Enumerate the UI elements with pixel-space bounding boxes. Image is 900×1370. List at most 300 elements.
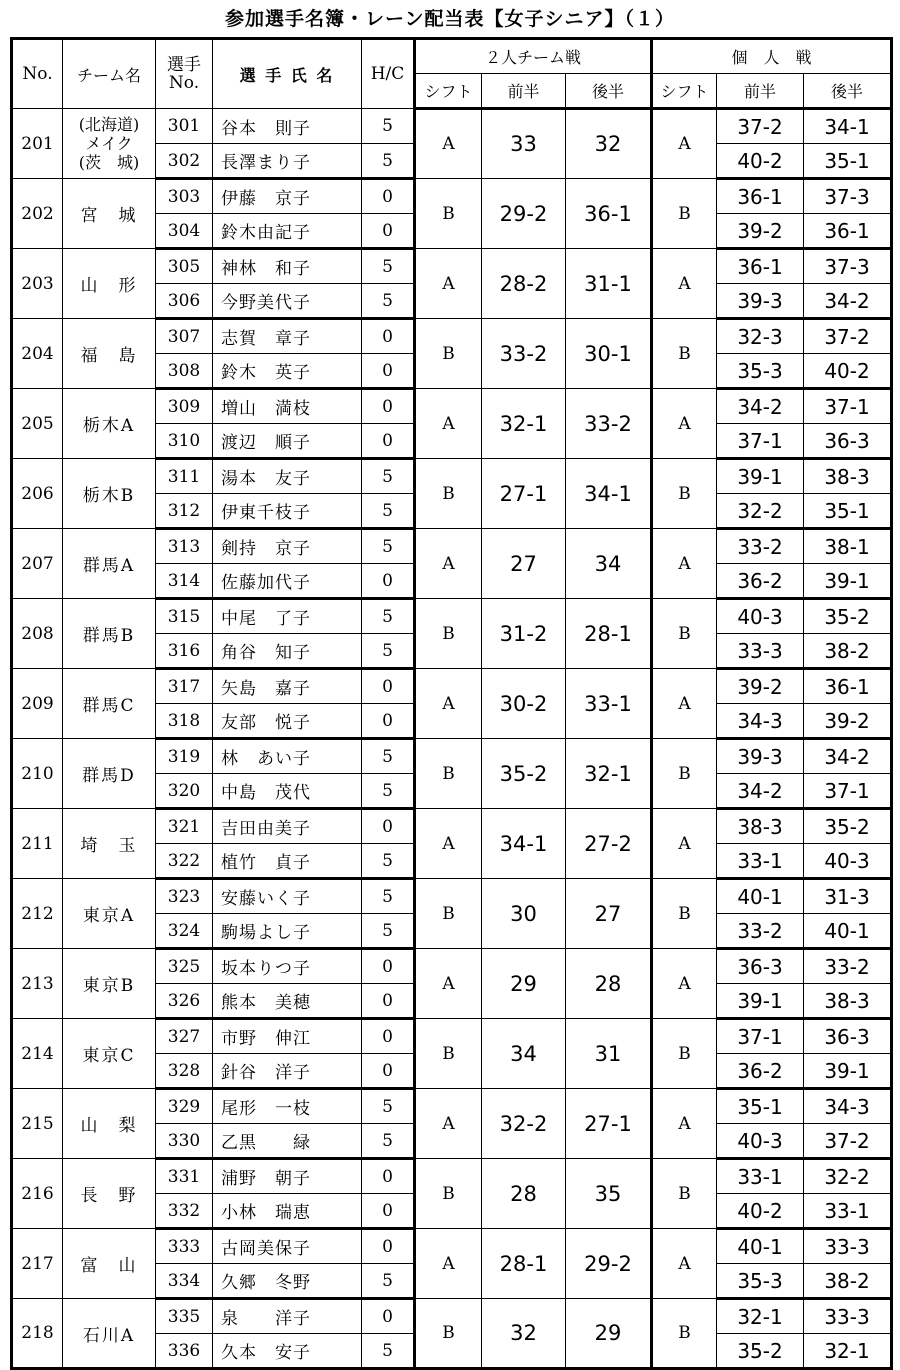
player-name: 神林 和子 [213,249,362,284]
team-number: 213 [12,949,63,1019]
individual-second-half: 35-1 [804,494,892,529]
individual-first-half: 33-2 [717,529,804,564]
individual-first-half: 35-3 [717,354,804,389]
header-individual: 個 人 戦 [652,39,892,74]
player-name: 湯本 友子 [213,459,362,494]
player-number: 306 [156,284,213,319]
player-name: 浦野 朝子 [213,1159,362,1194]
header-ind-first-half: 前半 [717,74,804,109]
individual-shift: A [652,809,717,879]
individual-shift: B [652,319,717,389]
team-battle-shift: B [415,879,482,949]
player-name: 久郷 冬野 [213,1264,362,1299]
player-number: 319 [156,739,213,774]
team-name: 山 梨 [63,1089,156,1159]
individual-first-half: 34-2 [717,389,804,424]
player-name: 剣持 京子 [213,529,362,564]
individual-first-half: 39-3 [717,284,804,319]
player-name: 長澤まり子 [213,144,362,179]
player-name: 坂本りつ子 [213,949,362,984]
individual-first-half: 40-3 [717,1124,804,1159]
individual-shift: A [652,109,717,179]
player-name: 中尾 了子 [213,599,362,634]
individual-first-half: 32-2 [717,494,804,529]
individual-first-half: 34-3 [717,704,804,739]
individual-first-half: 37-1 [717,424,804,459]
table-row [12,179,892,214]
team-battle-shift: A [415,669,482,739]
table-row [12,1299,892,1334]
player-name: 駒場よし子 [213,914,362,949]
table-row [12,109,892,144]
individual-shift: B [652,1159,717,1229]
player-hc: 0 [362,424,415,459]
individual-second-half: 37-3 [804,179,892,214]
player-name: 尾形 一枝 [213,1089,362,1124]
player-hc: 5 [362,774,415,809]
individual-first-half: 36-2 [717,564,804,599]
player-number: 325 [156,949,213,984]
player-name: 今野美代子 [213,284,362,319]
team-battle-second-half: 28-1 [566,599,652,669]
player-hc: 5 [362,844,415,879]
player-hc: 0 [362,949,415,984]
individual-second-half: 35-2 [804,599,892,634]
player-name: 熊本 美穂 [213,984,362,1019]
table-row [12,529,892,564]
team-battle-second-half: 36-1 [566,179,652,249]
team-name: 東京A [63,879,156,949]
team-battle-second-half: 30-1 [566,319,652,389]
team-number: 204 [12,319,63,389]
player-name: 針谷 洋子 [213,1054,362,1089]
player-hc: 0 [362,984,415,1019]
team-battle-first-half: 33-2 [482,319,566,389]
player-number: 305 [156,249,213,284]
team-name: 埼 玉 [63,809,156,879]
individual-first-half: 36-1 [717,179,804,214]
team-battle-first-half: 33 [482,109,566,179]
table-row [12,599,892,634]
player-hc: 0 [362,389,415,424]
team-name: 群馬B [63,599,156,669]
individual-first-half: 37-1 [717,1019,804,1054]
team-battle-first-half: 27-1 [482,459,566,529]
player-hc: 0 [362,669,415,704]
individual-second-half: 33-2 [804,949,892,984]
team-battle-second-half: 27 [566,879,652,949]
player-hc: 0 [362,214,415,249]
player-number: 322 [156,844,213,879]
individual-shift: A [652,249,717,319]
header-player-no-line2: No. [168,73,200,93]
individual-first-half: 32-3 [717,319,804,354]
individual-first-half: 35-1 [717,1089,804,1124]
individual-second-half: 40-2 [804,354,892,389]
player-hc: 5 [362,144,415,179]
header-no: No. [12,39,63,109]
player-number: 312 [156,494,213,529]
team-battle-shift: B [415,739,482,809]
individual-shift: B [652,1019,717,1089]
player-hc: 5 [362,284,415,319]
player-number: 310 [156,424,213,459]
team-battle-shift: B [415,459,482,529]
player-number: 320 [156,774,213,809]
team-battle-first-half: 30 [482,879,566,949]
player-name: 志賀 章子 [213,319,362,354]
team-name: 長 野 [63,1159,156,1229]
player-name: 渡辺 順子 [213,424,362,459]
individual-second-half: 39-2 [804,704,892,739]
team-battle-first-half: 32 [482,1299,566,1369]
table-row [12,1019,892,1054]
player-number: 321 [156,809,213,844]
player-hc: 5 [362,634,415,669]
individual-shift: A [652,669,717,739]
player-name: 友部 悦子 [213,704,362,739]
player-name: 安藤いく子 [213,879,362,914]
header-team-shift: シフト [415,74,482,109]
team-number: 203 [12,249,63,319]
player-number: 316 [156,634,213,669]
team-battle-first-half: 34 [482,1019,566,1089]
individual-shift: B [652,739,717,809]
player-number: 301 [156,109,213,144]
individual-first-half: 34-2 [717,774,804,809]
table-row [12,1089,892,1124]
team-number: 206 [12,459,63,529]
team-number: 212 [12,879,63,949]
individual-shift: B [652,879,717,949]
player-name: 佐藤加代子 [213,564,362,599]
player-number: 326 [156,984,213,1019]
header-team-second-half: 後半 [566,74,652,109]
team-name: 栃木B [63,459,156,529]
individual-first-half: 40-1 [717,1229,804,1264]
individual-second-half: 37-1 [804,389,892,424]
individual-second-half: 34-3 [804,1089,892,1124]
player-number: 314 [156,564,213,599]
team-name: 東京C [63,1019,156,1089]
table-row [12,879,892,914]
player-hc: 5 [362,109,415,144]
player-name: 植竹 貞子 [213,844,362,879]
team-number: 214 [12,1019,63,1089]
team-battle-second-half: 33-1 [566,669,652,739]
team-battle-second-half: 29 [566,1299,652,1369]
team-name-line: (北海道) [78,115,140,134]
player-name: 小林 瑞恵 [213,1194,362,1229]
header-player-no-line1: 選手 [167,55,201,75]
team-battle-shift: A [415,249,482,319]
individual-second-half: 37-2 [804,1124,892,1159]
player-number: 317 [156,669,213,704]
player-hc: 0 [362,354,415,389]
player-number: 309 [156,389,213,424]
individual-second-half: 37-1 [804,774,892,809]
table-row [12,669,892,704]
individual-shift: B [652,1299,717,1369]
team-battle-shift: A [415,389,482,459]
player-number: 331 [156,1159,213,1194]
team-battle-second-half: 27-1 [566,1089,652,1159]
player-name: 泉 洋子 [213,1299,362,1334]
individual-second-half: 38-3 [804,984,892,1019]
team-battle-second-half: 34-1 [566,459,652,529]
player-number: 313 [156,529,213,564]
individual-second-half: 36-1 [804,669,892,704]
team-battle-shift: B [415,1019,482,1089]
team-battle-first-half: 35-2 [482,739,566,809]
team-battle-first-half: 34-1 [482,809,566,879]
team-battle-shift: B [415,319,482,389]
player-number: 336 [156,1334,213,1369]
player-number: 315 [156,599,213,634]
player-hc: 5 [362,599,415,634]
player-name: 谷本 則子 [213,109,362,144]
individual-second-half: 33-1 [804,1194,892,1229]
individual-second-half: 34-2 [804,739,892,774]
individual-second-half: 37-3 [804,249,892,284]
team-name: 山 形 [63,249,156,319]
individual-second-half: 40-1 [804,914,892,949]
individual-second-half: 38-1 [804,529,892,564]
player-number: 332 [156,1194,213,1229]
team-battle-first-half: 28 [482,1159,566,1229]
table-row [12,1229,892,1264]
player-hc: 0 [362,564,415,599]
individual-second-half: 38-2 [804,634,892,669]
team-battle-shift: B [415,1299,482,1369]
individual-second-half: 33-3 [804,1299,892,1334]
table-row [12,319,892,354]
team-number: 202 [12,179,63,249]
player-number: 330 [156,1124,213,1159]
team-name: 富 山 [63,1229,156,1299]
individual-first-half: 36-1 [717,249,804,284]
individual-second-half: 39-1 [804,564,892,599]
team-name: 群馬C [63,669,156,739]
team-battle-first-half: 30-2 [482,669,566,739]
team-number: 207 [12,529,63,599]
player-hc: 5 [362,1089,415,1124]
individual-second-half: 35-2 [804,809,892,844]
player-hc: 0 [362,319,415,354]
team-battle-second-half: 29-2 [566,1229,652,1299]
player-name: 市野 伸江 [213,1019,362,1054]
player-hc: 0 [362,1229,415,1264]
table-row [12,249,892,284]
player-name: 乙黒 緑 [213,1124,362,1159]
player-hc: 5 [362,739,415,774]
individual-second-half: 36-3 [804,424,892,459]
player-name: 鈴木 英子 [213,354,362,389]
individual-first-half: 40-1 [717,879,804,914]
player-number: 302 [156,144,213,179]
player-name: 久本 安子 [213,1334,362,1369]
table-row [12,389,892,424]
player-hc: 5 [362,1334,415,1369]
individual-second-half: 31-3 [804,879,892,914]
player-hc: 5 [362,914,415,949]
team-battle-first-half: 32-2 [482,1089,566,1159]
individual-second-half: 33-3 [804,1229,892,1264]
player-number: 323 [156,879,213,914]
individual-shift: A [652,1229,717,1299]
page-title: 参加選手名簿・レーン配当表【女子シニア】（１） [224,8,676,30]
player-hc: 5 [362,459,415,494]
player-name: 増山 満枝 [213,389,362,424]
team-battle-first-half: 29-2 [482,179,566,249]
individual-first-half: 40-2 [717,1194,804,1229]
player-name: 伊東千枝子 [213,494,362,529]
player-hc: 0 [362,1054,415,1089]
team-battle-first-half: 28-1 [482,1229,566,1299]
team-name-line: (茨 城) [78,153,140,172]
individual-first-half: 40-3 [717,599,804,634]
team-name-line: メイク [85,134,133,153]
player-hc: 0 [362,1194,415,1229]
player-hc: 0 [362,179,415,214]
player-number: 304 [156,214,213,249]
individual-first-half: 37-2 [717,109,804,144]
individual-first-half: 39-1 [717,984,804,1019]
team-name: 福 島 [63,319,156,389]
player-hc: 0 [362,1299,415,1334]
header-hc: H/C [362,39,415,109]
table-row [12,1159,892,1194]
individual-shift: A [652,1089,717,1159]
individual-first-half: 40-2 [717,144,804,179]
player-number: 329 [156,1089,213,1124]
individual-first-half: 32-1 [717,1299,804,1334]
team-battle-second-half: 31 [566,1019,652,1089]
team-battle-shift: A [415,949,482,1019]
player-hc: 0 [362,704,415,739]
individual-second-half: 40-3 [804,844,892,879]
player-hc: 5 [362,494,415,529]
team-battle-shift: B [415,599,482,669]
team-battle-shift: A [415,109,482,179]
player-hc: 0 [362,1019,415,1054]
individual-first-half: 33-1 [717,844,804,879]
individual-shift: B [652,179,717,249]
player-hc: 5 [362,1264,415,1299]
individual-shift: A [652,389,717,459]
player-hc: 5 [362,249,415,284]
table-row [12,739,892,774]
player-number: 328 [156,1054,213,1089]
team-name: 東京B [63,949,156,1019]
team-number: 211 [12,809,63,879]
individual-first-half: 39-1 [717,459,804,494]
table-row [12,459,892,494]
roster-table [10,37,893,1370]
player-number: 333 [156,1229,213,1264]
team-battle-shift: A [415,809,482,879]
individual-first-half: 38-3 [717,809,804,844]
team-battle-second-half: 34 [566,529,652,599]
team-battle-first-half: 29 [482,949,566,1019]
player-hc: 5 [362,879,415,914]
header-team-battle: ２人チーム戦 [415,39,652,74]
team-number: 218 [12,1299,63,1369]
player-name: 矢島 嘉子 [213,669,362,704]
team-battle-first-half: 27 [482,529,566,599]
team-battle-first-half: 32-1 [482,389,566,459]
team-battle-second-half: 31-1 [566,249,652,319]
individual-shift: A [652,529,717,599]
individual-second-half: 36-3 [804,1019,892,1054]
team-battle-second-half: 32 [566,109,652,179]
individual-second-half: 35-1 [804,144,892,179]
individual-first-half: 36-2 [717,1054,804,1089]
player-number: 327 [156,1019,213,1054]
team-battle-second-half: 27-2 [566,809,652,879]
player-name: 吉田由美子 [213,809,362,844]
team-battle-shift: A [415,1229,482,1299]
header-ind-second-half: 後半 [804,74,892,109]
individual-first-half: 35-2 [717,1334,804,1369]
player-hc: 0 [362,1159,415,1194]
team-number: 217 [12,1229,63,1299]
table-row [12,949,892,984]
team-number: 205 [12,389,63,459]
player-name: 中島 茂代 [213,774,362,809]
individual-second-half: 37-2 [804,319,892,354]
team-battle-shift: A [415,1089,482,1159]
team-number: 208 [12,599,63,669]
player-name: 角谷 知子 [213,634,362,669]
individual-first-half: 33-3 [717,634,804,669]
team-battle-shift: B [415,1159,482,1229]
header-ind-shift: シフト [652,74,717,109]
individual-second-half: 34-1 [804,109,892,144]
team-number: 201 [12,109,63,179]
team-battle-shift: B [415,179,482,249]
team-battle-second-half: 33-2 [566,389,652,459]
team-name [63,109,156,179]
individual-first-half: 33-1 [717,1159,804,1194]
individual-shift: B [652,459,717,529]
individual-shift: A [652,949,717,1019]
individual-second-half: 32-2 [804,1159,892,1194]
player-name: 林 あい子 [213,739,362,774]
team-name: 群馬A [63,529,156,599]
individual-second-half: 34-2 [804,284,892,319]
player-number: 318 [156,704,213,739]
individual-second-half: 38-2 [804,1264,892,1299]
individual-second-half: 32-1 [804,1334,892,1369]
player-number: 334 [156,1264,213,1299]
individual-second-half: 38-3 [804,459,892,494]
team-name: 石川A [63,1299,156,1369]
player-number: 324 [156,914,213,949]
player-number: 307 [156,319,213,354]
player-name: 伊藤 京子 [213,179,362,214]
team-name: 栃木A [63,389,156,459]
player-name: 鈴木由記子 [213,214,362,249]
individual-first-half: 39-2 [717,669,804,704]
individual-first-half: 39-3 [717,739,804,774]
header-player-no [156,39,213,109]
individual-shift: B [652,599,717,669]
individual-first-half: 35-3 [717,1264,804,1299]
individual-first-half: 36-3 [717,949,804,984]
player-number: 311 [156,459,213,494]
header-team: チーム名 [63,39,156,109]
